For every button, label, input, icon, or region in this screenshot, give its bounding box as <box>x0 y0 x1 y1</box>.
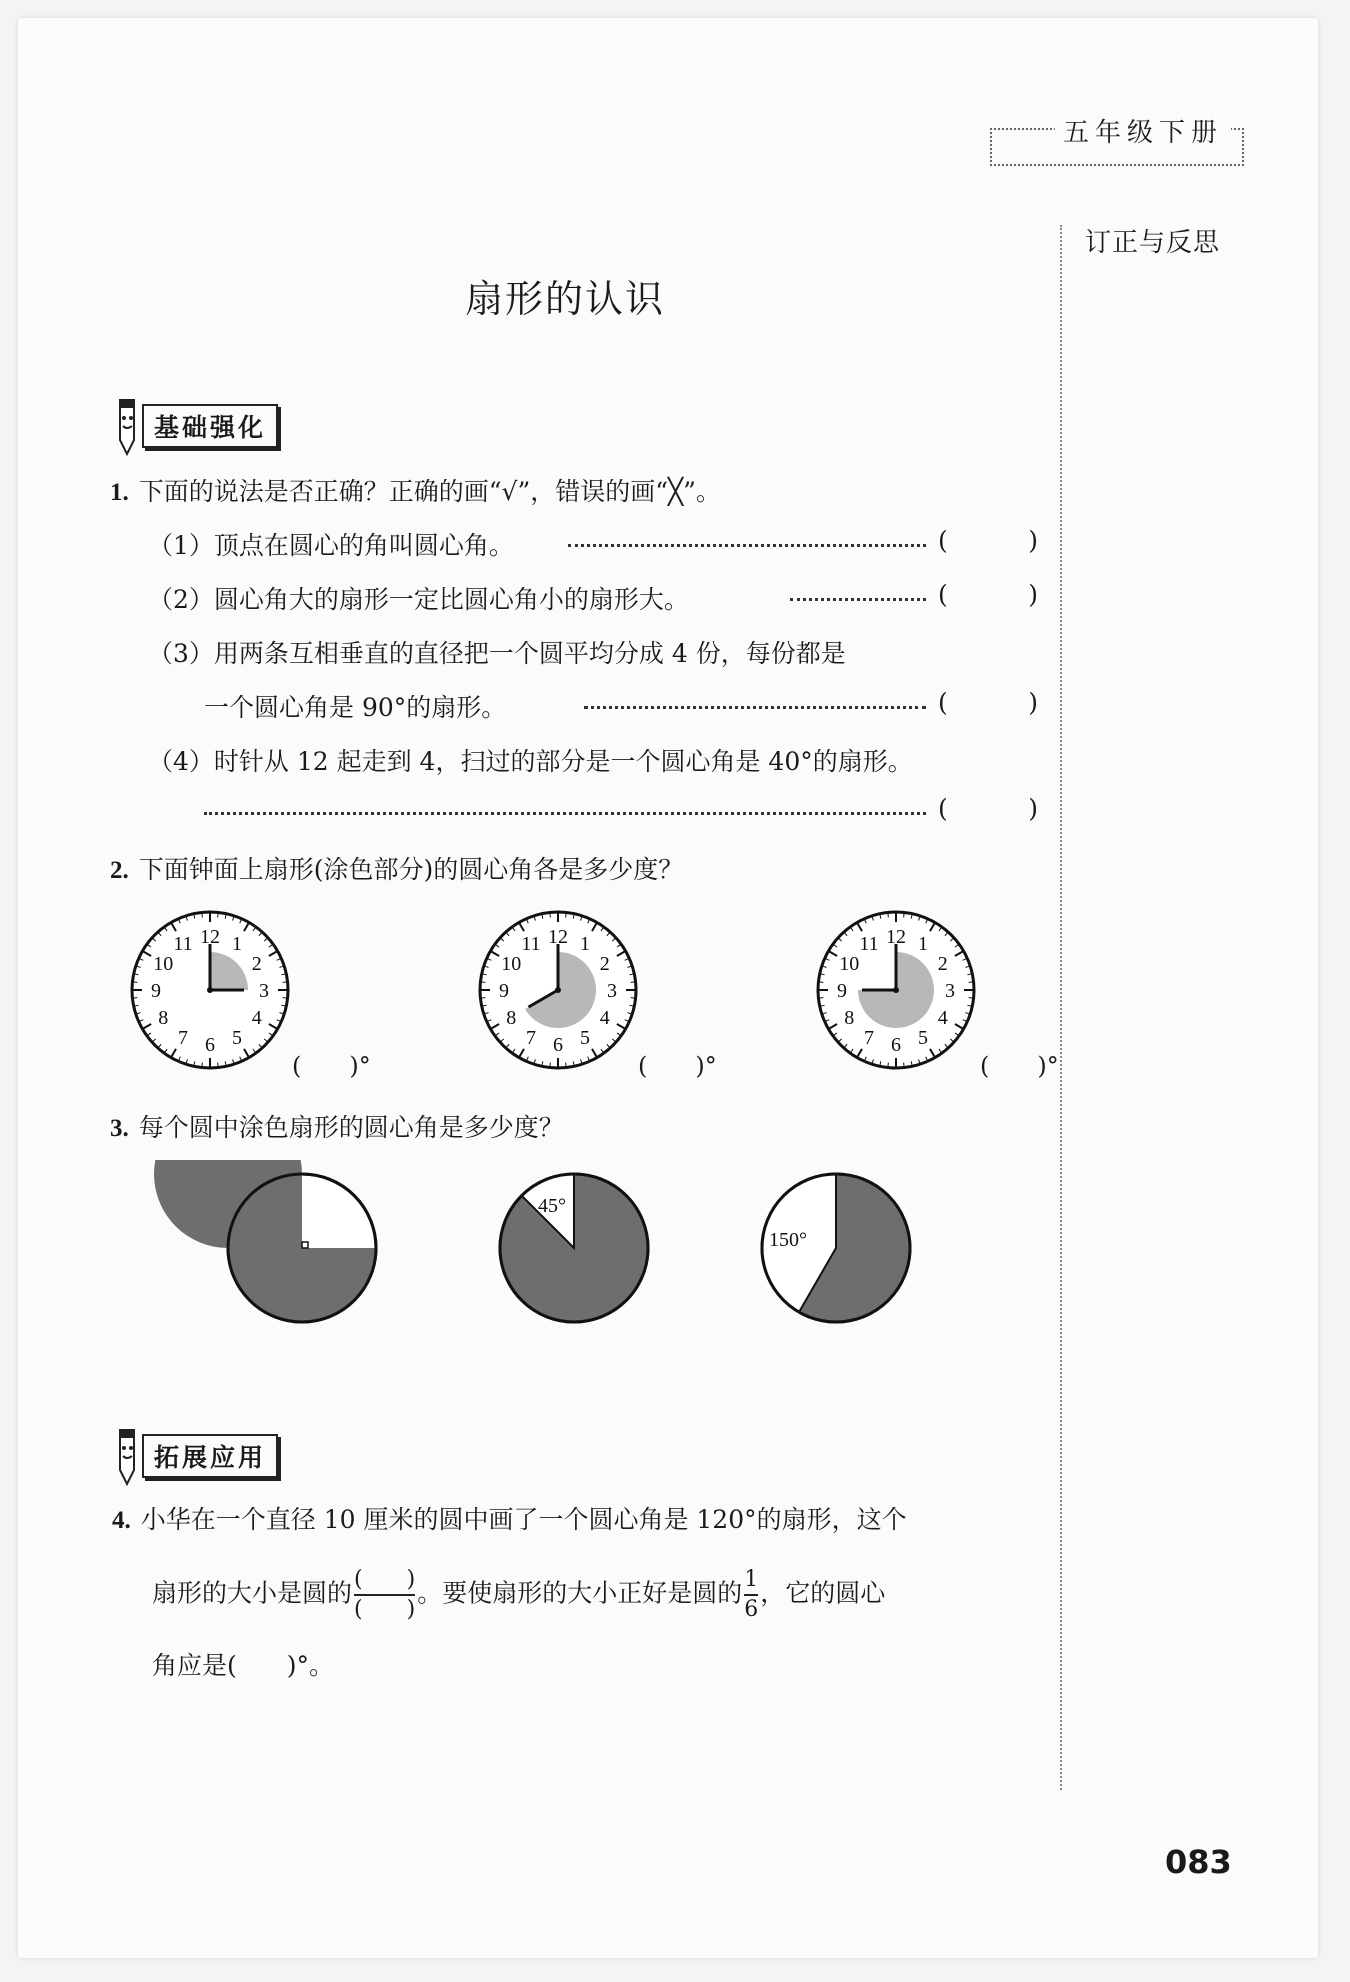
clock-numeral: 5 <box>918 1026 928 1049</box>
clock-tick <box>969 982 974 983</box>
clock-tick <box>566 912 567 917</box>
page-title: 扇形的认识 <box>464 277 665 321</box>
clock-tick <box>283 982 288 983</box>
clock-numeral: 12 <box>200 926 220 948</box>
q1-item-2: （2）圆心角大的扇形一定比圆心角小的扇形大。 <box>148 585 689 614</box>
clock-numeral: 8 <box>506 1007 517 1029</box>
clock-tick <box>202 1063 203 1068</box>
section-basic-head <box>108 398 278 454</box>
question-number: 2. <box>110 857 129 884</box>
clock-numeral: 7 <box>178 1026 188 1049</box>
clock-tick <box>904 1063 905 1068</box>
clock-numeral: 3 <box>945 980 955 1002</box>
leader-dots <box>568 544 926 547</box>
clock-numeral: 11 <box>173 933 193 956</box>
clock-face <box>132 912 288 1068</box>
clock-tick <box>888 1063 889 1068</box>
question-number: 1. <box>110 479 129 506</box>
q4-text: 扇形的大小是圆的 <box>152 1578 353 1608</box>
question-1 <box>110 472 721 508</box>
clock-numeral: 12 <box>548 926 568 948</box>
q1-item-4: （4）时针从 12 起走到 4，扫过的部分是一个圆心角是 40°的扇形。 <box>148 747 913 776</box>
clock-numeral: 2 <box>599 953 610 975</box>
section-extend-head <box>108 1428 278 1484</box>
clock-numeral: 8 <box>158 1007 169 1029</box>
clock-tick <box>566 1063 567 1068</box>
clock-numeral: 6 <box>553 1034 563 1056</box>
clock-numeral: 10 <box>153 953 174 975</box>
clock-numeral: 10 <box>501 953 522 975</box>
clock-tick <box>631 998 636 999</box>
leader-dots <box>790 598 926 601</box>
clock-tick <box>818 998 823 999</box>
clock-tick <box>132 998 137 999</box>
sector-circle <box>500 1174 648 1322</box>
question-prompt: 下面钟面上扇形(涂色部分)的圆心角各是多少度？ <box>138 855 684 884</box>
question-number: 3. <box>110 1115 129 1142</box>
angle-label: 45° <box>538 1195 566 1217</box>
clock-numeral: 3 <box>607 980 617 1002</box>
fraction-denominator: 6 <box>744 1594 758 1624</box>
clock-numeral: 1 <box>232 933 242 956</box>
clock-face <box>480 912 636 1068</box>
clock-numeral: 7 <box>864 1026 874 1049</box>
clock-faces <box>0 900 1100 1090</box>
question-3 <box>110 1108 564 1144</box>
clock-center <box>555 987 561 993</box>
angle-label: 150° <box>769 1229 807 1251</box>
clock-tick <box>969 998 974 999</box>
clock-numeral: 1 <box>580 933 590 956</box>
sector-circle <box>762 1174 910 1322</box>
fraction-numerator: 1 <box>744 1567 759 1592</box>
clock-numeral: 10 <box>839 953 860 975</box>
sidebar-title: 订正与反思 <box>1085 228 1221 258</box>
clock-numeral: 4 <box>937 1007 948 1029</box>
question-4 <box>112 1500 907 1536</box>
sector-circles <box>0 1160 1000 1340</box>
clock-answer-1[interactable]: ( )° <box>292 1052 371 1080</box>
q4-text: 。要使扇形的大小正好是圆的 <box>417 1578 743 1608</box>
q4-line-2 <box>152 1566 885 1624</box>
question-prompt: 下面的说法是否正确？正确的画“√”，错误的画“╳”。 <box>138 477 721 506</box>
fraction-denominator-blank[interactable]: ( ) <box>354 1594 415 1624</box>
q4-line-1: 小华在一个直径 10 厘米的圆中画了一个圆心角是 120°的扇形，这个 <box>140 1505 907 1534</box>
clock-face <box>818 912 974 1068</box>
clock-numeral: 11 <box>859 933 879 956</box>
clock-numeral: 5 <box>232 1026 242 1049</box>
clock-answer-3[interactable]: ( )° <box>980 1052 1059 1080</box>
clock-numeral: 7 <box>526 1026 536 1049</box>
q4-line-3: 角应是( )°。 <box>152 1651 335 1680</box>
clock-numeral: 12 <box>886 926 906 948</box>
clock-tick <box>132 982 137 983</box>
q1-item-3-cont: 一个圆心角是 90°的扇形。 <box>204 693 507 722</box>
sector-circle <box>154 1160 376 1322</box>
one-sixth-fraction <box>744 1566 758 1624</box>
clock-tick <box>218 912 219 917</box>
clock-tick <box>888 912 889 917</box>
clock-numeral: 5 <box>580 1026 590 1049</box>
question-2 <box>110 850 683 886</box>
section-basic-label: 基础强化 <box>142 404 278 448</box>
clock-tick <box>550 1063 551 1068</box>
clock-tick <box>480 998 485 999</box>
clock-numeral: 4 <box>599 1007 610 1029</box>
grade-label: 五年级下册 <box>1055 112 1231 149</box>
clock-tick <box>550 912 551 917</box>
clock-tick <box>904 912 905 917</box>
q4-text: ，它的圆心 <box>760 1578 886 1608</box>
clock-tick <box>631 982 636 983</box>
clock-tick <box>480 982 485 983</box>
clock-numeral: 9 <box>151 980 161 1002</box>
clock-numeral: 1 <box>918 933 928 956</box>
q1-item-1: （1）顶点在圆心的角叫圆心角。 <box>148 531 514 560</box>
question-prompt: 每个圆中涂色扇形的圆心角是多少度？ <box>138 1113 564 1142</box>
page-number: 083 <box>1165 1843 1232 1881</box>
clock-numeral: 8 <box>844 1007 855 1029</box>
leader-dots <box>204 812 926 815</box>
clock-numeral: 2 <box>251 953 262 975</box>
section-extend-label: 拓展应用 <box>142 1434 278 1478</box>
clock-tick <box>818 982 823 983</box>
clock-numeral: 6 <box>205 1034 215 1056</box>
clock-center <box>893 987 899 993</box>
fraction-numerator-blank[interactable]: ( ) <box>354 1567 416 1592</box>
leader-dots <box>584 706 926 709</box>
clock-tick <box>202 912 203 917</box>
clock-numeral: 9 <box>837 980 847 1002</box>
clock-numeral: 4 <box>251 1007 262 1029</box>
clock-numeral: 11 <box>521 933 541 956</box>
q1-item-3: （3）用两条互相垂直的直径把一个圆平均分成 4 份，每份都是 <box>148 639 846 668</box>
clock-numeral: 9 <box>499 980 509 1002</box>
clock-numeral: 3 <box>259 980 269 1002</box>
clock-numeral: 2 <box>937 953 948 975</box>
clock-tick <box>218 1063 219 1068</box>
question-number: 4. <box>112 1507 131 1534</box>
clock-numeral: 6 <box>891 1034 901 1056</box>
clock-center <box>207 987 213 993</box>
clock-answer-2[interactable]: ( )° <box>638 1052 717 1080</box>
clock-tick <box>283 998 288 999</box>
blank-fraction[interactable] <box>354 1566 415 1624</box>
